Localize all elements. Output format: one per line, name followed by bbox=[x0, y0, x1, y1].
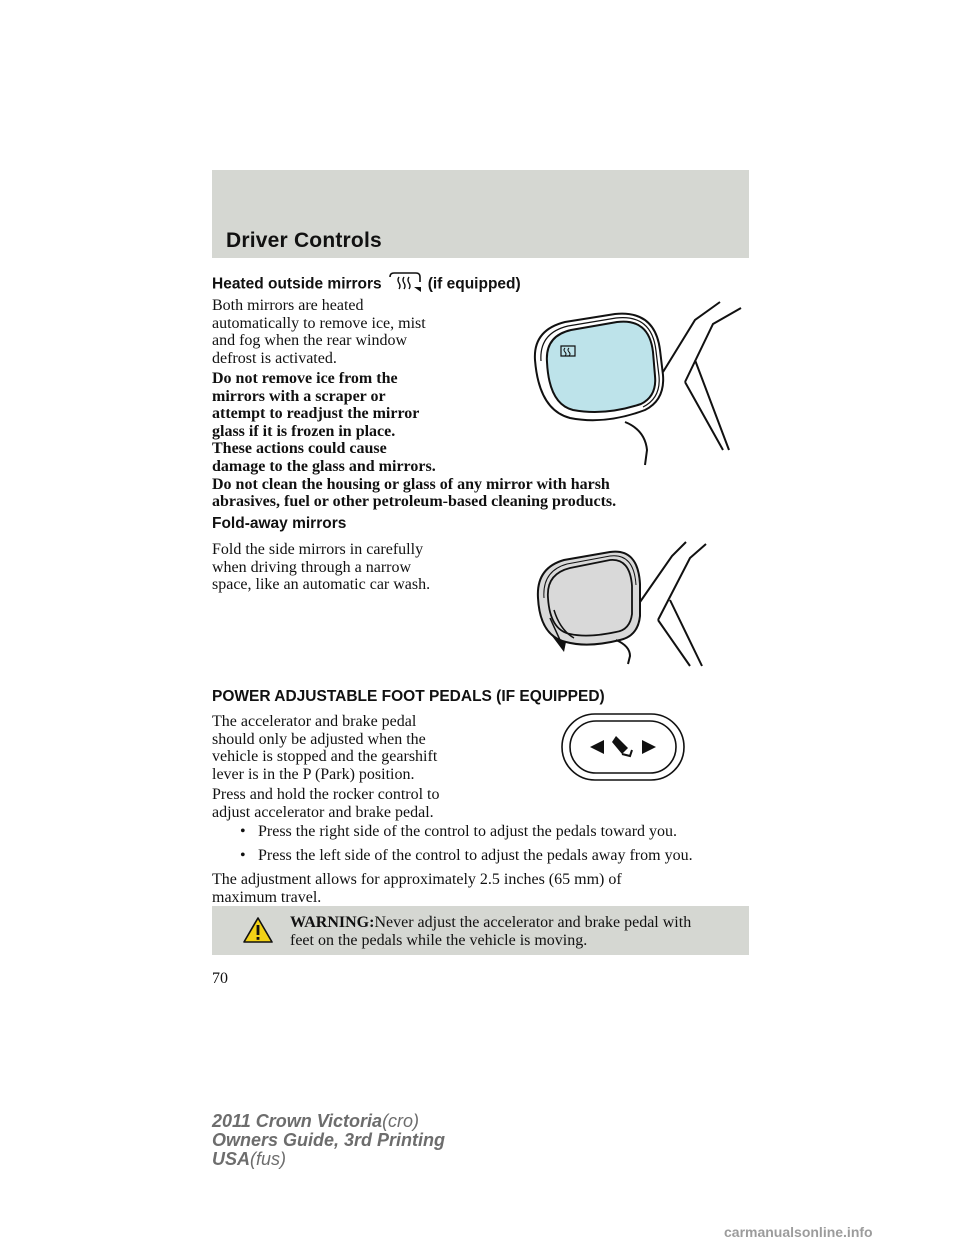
fold-mirrors-heading: Fold-away mirrors bbox=[212, 515, 347, 532]
text-line: lever is in the P (Park) position. bbox=[212, 765, 415, 783]
text-line: The adjustment allows for approximately 2.5 inches (65 mm) of bbox=[212, 871, 622, 888]
text-line: when driving through a narrow bbox=[212, 558, 412, 576]
text-line: adjust accelerator and brake pedal. bbox=[212, 803, 434, 821]
text-line: attempt to readjust the mirror bbox=[212, 405, 420, 423]
warning-text bbox=[290, 914, 740, 949]
heated-mirror-illustration bbox=[525, 300, 750, 470]
pedals-body-2 bbox=[212, 786, 440, 821]
text-line: Both mirrors are heated bbox=[212, 297, 364, 314]
warning-line: Never adjust the accelerator and brake pedal with bbox=[374, 914, 692, 931]
text-line: maximum travel. bbox=[212, 888, 322, 906]
pedals-body-1 bbox=[212, 713, 437, 783]
text-line: vehicle is stopped and the gearshift bbox=[212, 748, 438, 766]
heated-mirrors-body bbox=[212, 297, 426, 367]
page-number: 70 bbox=[212, 970, 228, 987]
text-line: abrasives, fuel or other petroleum-based cleaning products. bbox=[212, 493, 617, 511]
heated-mirrors-heading-suffix: (if equipped) bbox=[427, 275, 521, 293]
rear-defrost-icon bbox=[388, 271, 422, 298]
warning-label: WARNING: bbox=[290, 914, 375, 931]
text-line: should only be adjusted when the bbox=[212, 730, 426, 748]
footer-market-code: (fus) bbox=[250, 1149, 287, 1169]
text-line: Do not clean the housing or glass of any mirror with harsh bbox=[212, 475, 610, 493]
pedal-rocker-control bbox=[560, 712, 686, 782]
text-line: defrost is activated. bbox=[212, 349, 337, 367]
bullet-text: Press the right side of the control to adjust the pedals toward you. bbox=[258, 823, 678, 840]
text-line: space, like an automatic car wash. bbox=[212, 576, 431, 594]
text-line: Press and hold the rocker control to bbox=[212, 786, 440, 803]
text-line: These actions could cause bbox=[212, 440, 387, 458]
text-line: Do not remove ice from the bbox=[212, 370, 398, 387]
adjustment-text bbox=[212, 871, 622, 906]
section-title: Driver Controls bbox=[226, 229, 382, 252]
fold-mirrors-body bbox=[212, 541, 430, 594]
footer-guide: Owners Guide, 3rd Printing bbox=[212, 1130, 446, 1150]
text-line: The accelerator and brake pedal bbox=[212, 713, 417, 730]
bullet-item bbox=[240, 847, 693, 865]
bullet-dot: • bbox=[240, 823, 246, 840]
text-line: and fog when the rear window bbox=[212, 332, 408, 350]
text-line: Fold the side mirrors in carefully bbox=[212, 541, 424, 558]
bullet-dot: • bbox=[240, 847, 246, 864]
text-line: damage to the glass and mirrors. bbox=[212, 457, 436, 475]
heated-mirrors-heading-text: Heated outside mirrors bbox=[212, 275, 382, 293]
footer-market: USA bbox=[212, 1149, 251, 1169]
warning-box bbox=[212, 906, 749, 955]
fold-mirror-illustration bbox=[530, 540, 720, 670]
text-line: automatically to remove ice, mist bbox=[212, 314, 426, 332]
bullet-text: Press the left side of the control to adjust the pedals away from you. bbox=[258, 847, 693, 864]
footer-model-code: (cro) bbox=[382, 1111, 420, 1131]
warning-line: feet on the pedals while the vehicle is moving. bbox=[290, 931, 588, 949]
footer-model: 2011 Crown Victoria bbox=[212, 1111, 383, 1131]
text-line: glass if it is frozen in place. bbox=[212, 422, 396, 440]
watermark: carmanualsonline.info bbox=[724, 1224, 873, 1240]
bullet-item bbox=[240, 823, 678, 841]
pedals-heading: POWER ADJUSTABLE FOOT PEDALS (IF EQUIPPED) bbox=[212, 688, 605, 705]
heated-mirrors-heading bbox=[212, 271, 521, 298]
footer bbox=[212, 1112, 445, 1169]
text-line: mirrors with a scraper or bbox=[212, 387, 386, 405]
warning-triangle-icon bbox=[242, 916, 274, 944]
